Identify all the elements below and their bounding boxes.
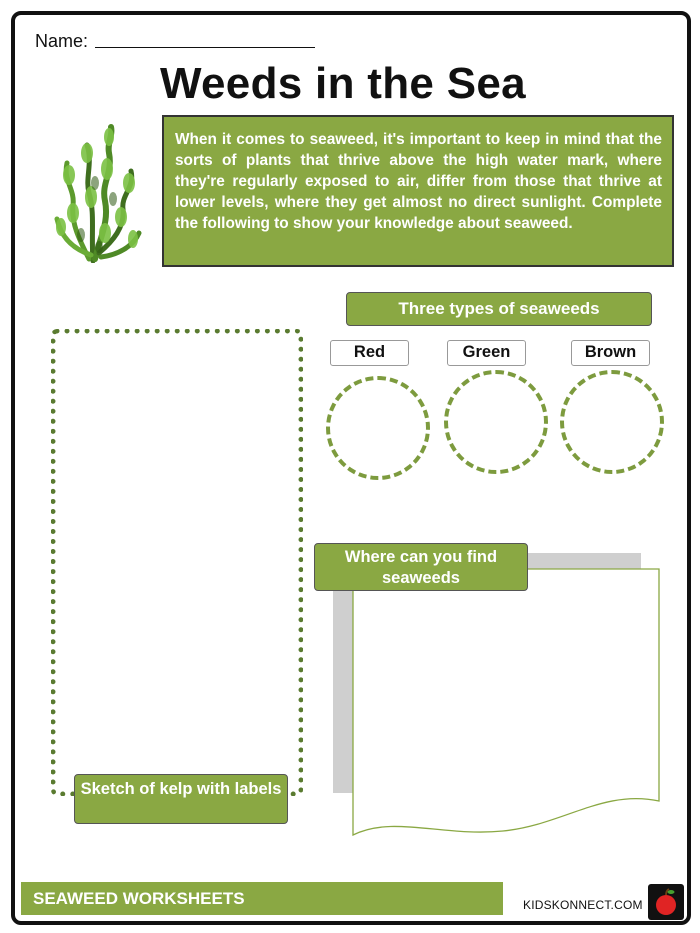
type-label-green: Green [447, 340, 526, 366]
sketch-label: Sketch of kelp with labels [74, 774, 288, 824]
where-label: Where can you find seaweeds [314, 543, 528, 591]
answer-circle-red[interactable] [326, 376, 430, 480]
kelp-sketch-area[interactable] [51, 329, 303, 796]
site-name[interactable]: KIDSKONNECT.COM [523, 898, 643, 912]
seaweed-illustration-icon [43, 123, 143, 268]
worksheet-frame [11, 11, 691, 925]
type-label-brown: Brown [571, 340, 650, 366]
answer-circle-green[interactable] [444, 370, 548, 474]
apple-icon [648, 884, 684, 920]
intro-text-box: When it comes to seaweed, it's important to keep in mind that the sorts of plants that thrive above the high water mark, where they're regularly exposed to air, differ from those that thrive at lower levels, where they get almost no direct sunlight. Complete the following to show your knowledge about seaweed. [162, 115, 674, 267]
where-answer-area[interactable] [333, 553, 663, 858]
answer-circle-brown[interactable] [560, 370, 664, 474]
footer-title: SEAWEED WORKSHEETS [21, 882, 503, 915]
types-heading: Three types of seaweeds [346, 292, 652, 326]
page-title: Weeds in the Sea [160, 59, 526, 108]
name-label: Name: [35, 31, 89, 51]
name-line[interactable] [95, 47, 315, 48]
type-label-red: Red [330, 340, 409, 366]
